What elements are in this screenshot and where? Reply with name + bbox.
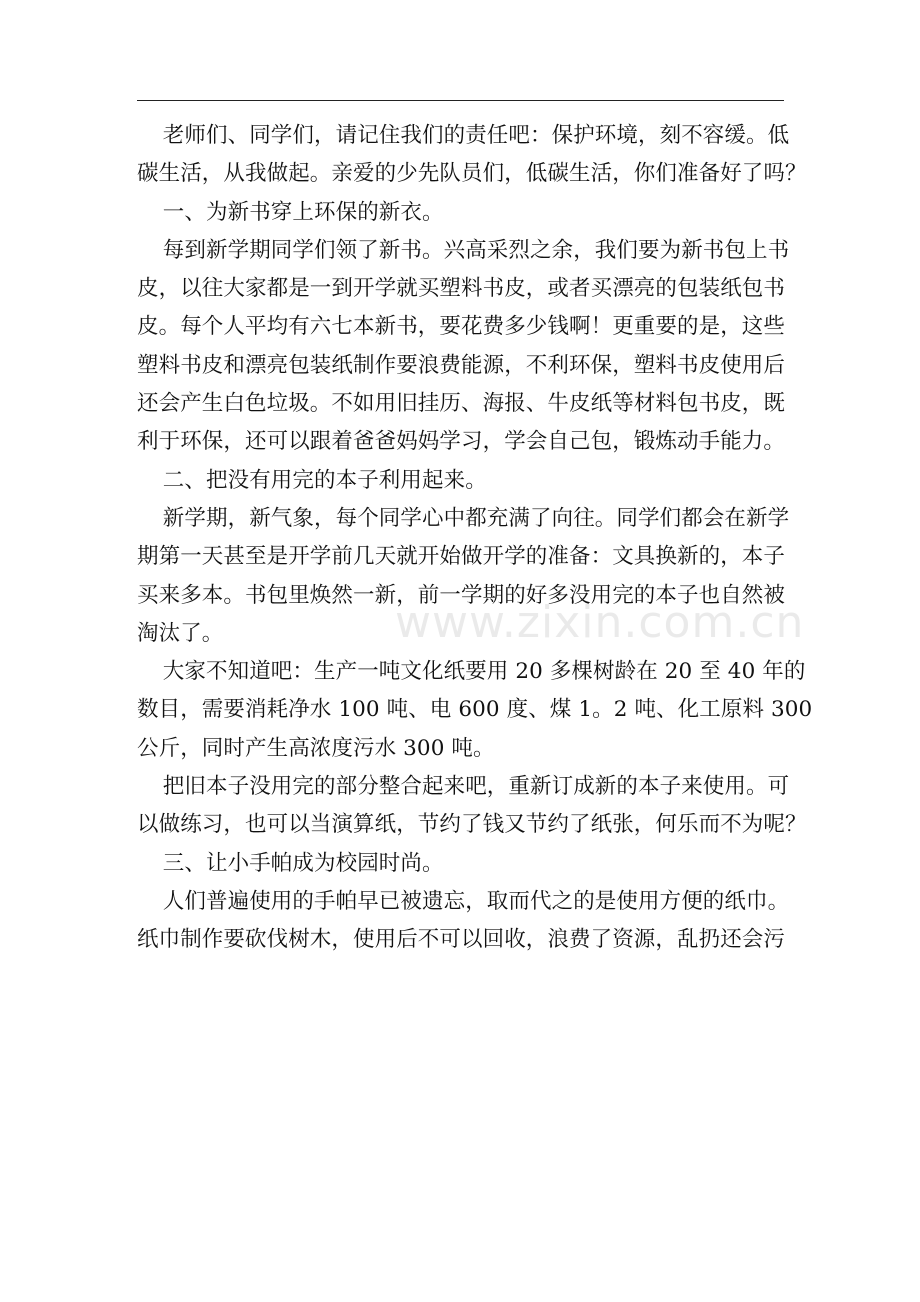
text-line: 淘汰了。 [137, 620, 224, 646]
text-line: 塑料书皮和漂亮包装纸制作要浪费能源，不利环保，塑料书皮使用后 [137, 352, 786, 378]
paragraph [137, 232, 790, 462]
text-line: 人们普遍使用的手帕早已被遗忘，取而代之的是使用方便的纸巾。 [162, 888, 790, 914]
paragraph [137, 653, 813, 768]
text-line: 纸巾制作要砍伐树木，使用后不可以回收，浪费了资源，乱扔还会污 [137, 927, 786, 953]
text-line: 公斤，同时产生高浓度污水 300 吨。 [137, 735, 495, 761]
text-line: 买来多本。书包里焕然一新，前一学期的好多没用完的本子也自然被 [137, 582, 786, 608]
text-line: 利于环保，还可以跟着爸爸妈妈学习，学会自己包，锻炼动手能力。 [137, 429, 786, 455]
paragraph [137, 117, 807, 194]
text-line: 每到新学期同学们领了新书。兴高采烈之余，我们要为新书包上书 [162, 237, 790, 263]
paragraph [137, 883, 790, 960]
text-line: 期第一天甚至是开学前几天就开始做开学的准备：文具换新的，本子 [137, 544, 786, 570]
text-line: 还会产生白色垃圾。不如用旧挂历、海报、牛皮纸等材料包书皮，既 [137, 391, 786, 417]
text-line: 碳生活，从我做起。亲爱的少先队员们，低碳生活，你们准备好了吗？ [137, 161, 807, 187]
text-line: 数目，需要消耗净水 100 吨、电 600 度、煤 1。2 吨、化工原料 300 [137, 697, 813, 723]
text-line: 大家不知道吧：生产一吨文化纸要用 20 多棵树龄在 20 至 40 年的 [162, 659, 806, 685]
paragraph [137, 500, 790, 653]
text-line: 皮。每个人平均有六七本新书，要花费多少钱啊！更重要的是，这些 [137, 314, 786, 340]
paragraph [137, 462, 787, 500]
paragraph [137, 194, 787, 232]
document-body [137, 117, 813, 960]
text-line: 二、把没有用完的本子利用起来。 [162, 467, 487, 493]
text-line: 三、让小手帕成为校园时尚。 [162, 850, 444, 876]
text-line: 把旧本子没用完的部分整合起来吧，重新订成新的本子来使用。可 [162, 774, 790, 800]
header-rule [137, 100, 784, 101]
text-line: 老师们、同学们，请记住我们的责任吧：保护环境，刻不容缓。低 [162, 123, 790, 148]
paragraph [137, 768, 807, 845]
text-line: 以做练习，也可以当演算纸，节约了钱又节约了纸张，何乐而不为呢？ [137, 812, 807, 838]
text-line: 新学期，新气象，每个同学心中都充满了向往。同学们都会在新学 [162, 505, 790, 531]
paragraph [137, 845, 787, 883]
text-line: 皮，以往大家都是一到开学就买塑料书皮，或者买漂亮的包装纸包书 [137, 276, 786, 302]
text-line: 一、为新书穿上环保的新衣。 [162, 199, 444, 225]
watermark: www.zixin.com.cn [395, 597, 805, 648]
